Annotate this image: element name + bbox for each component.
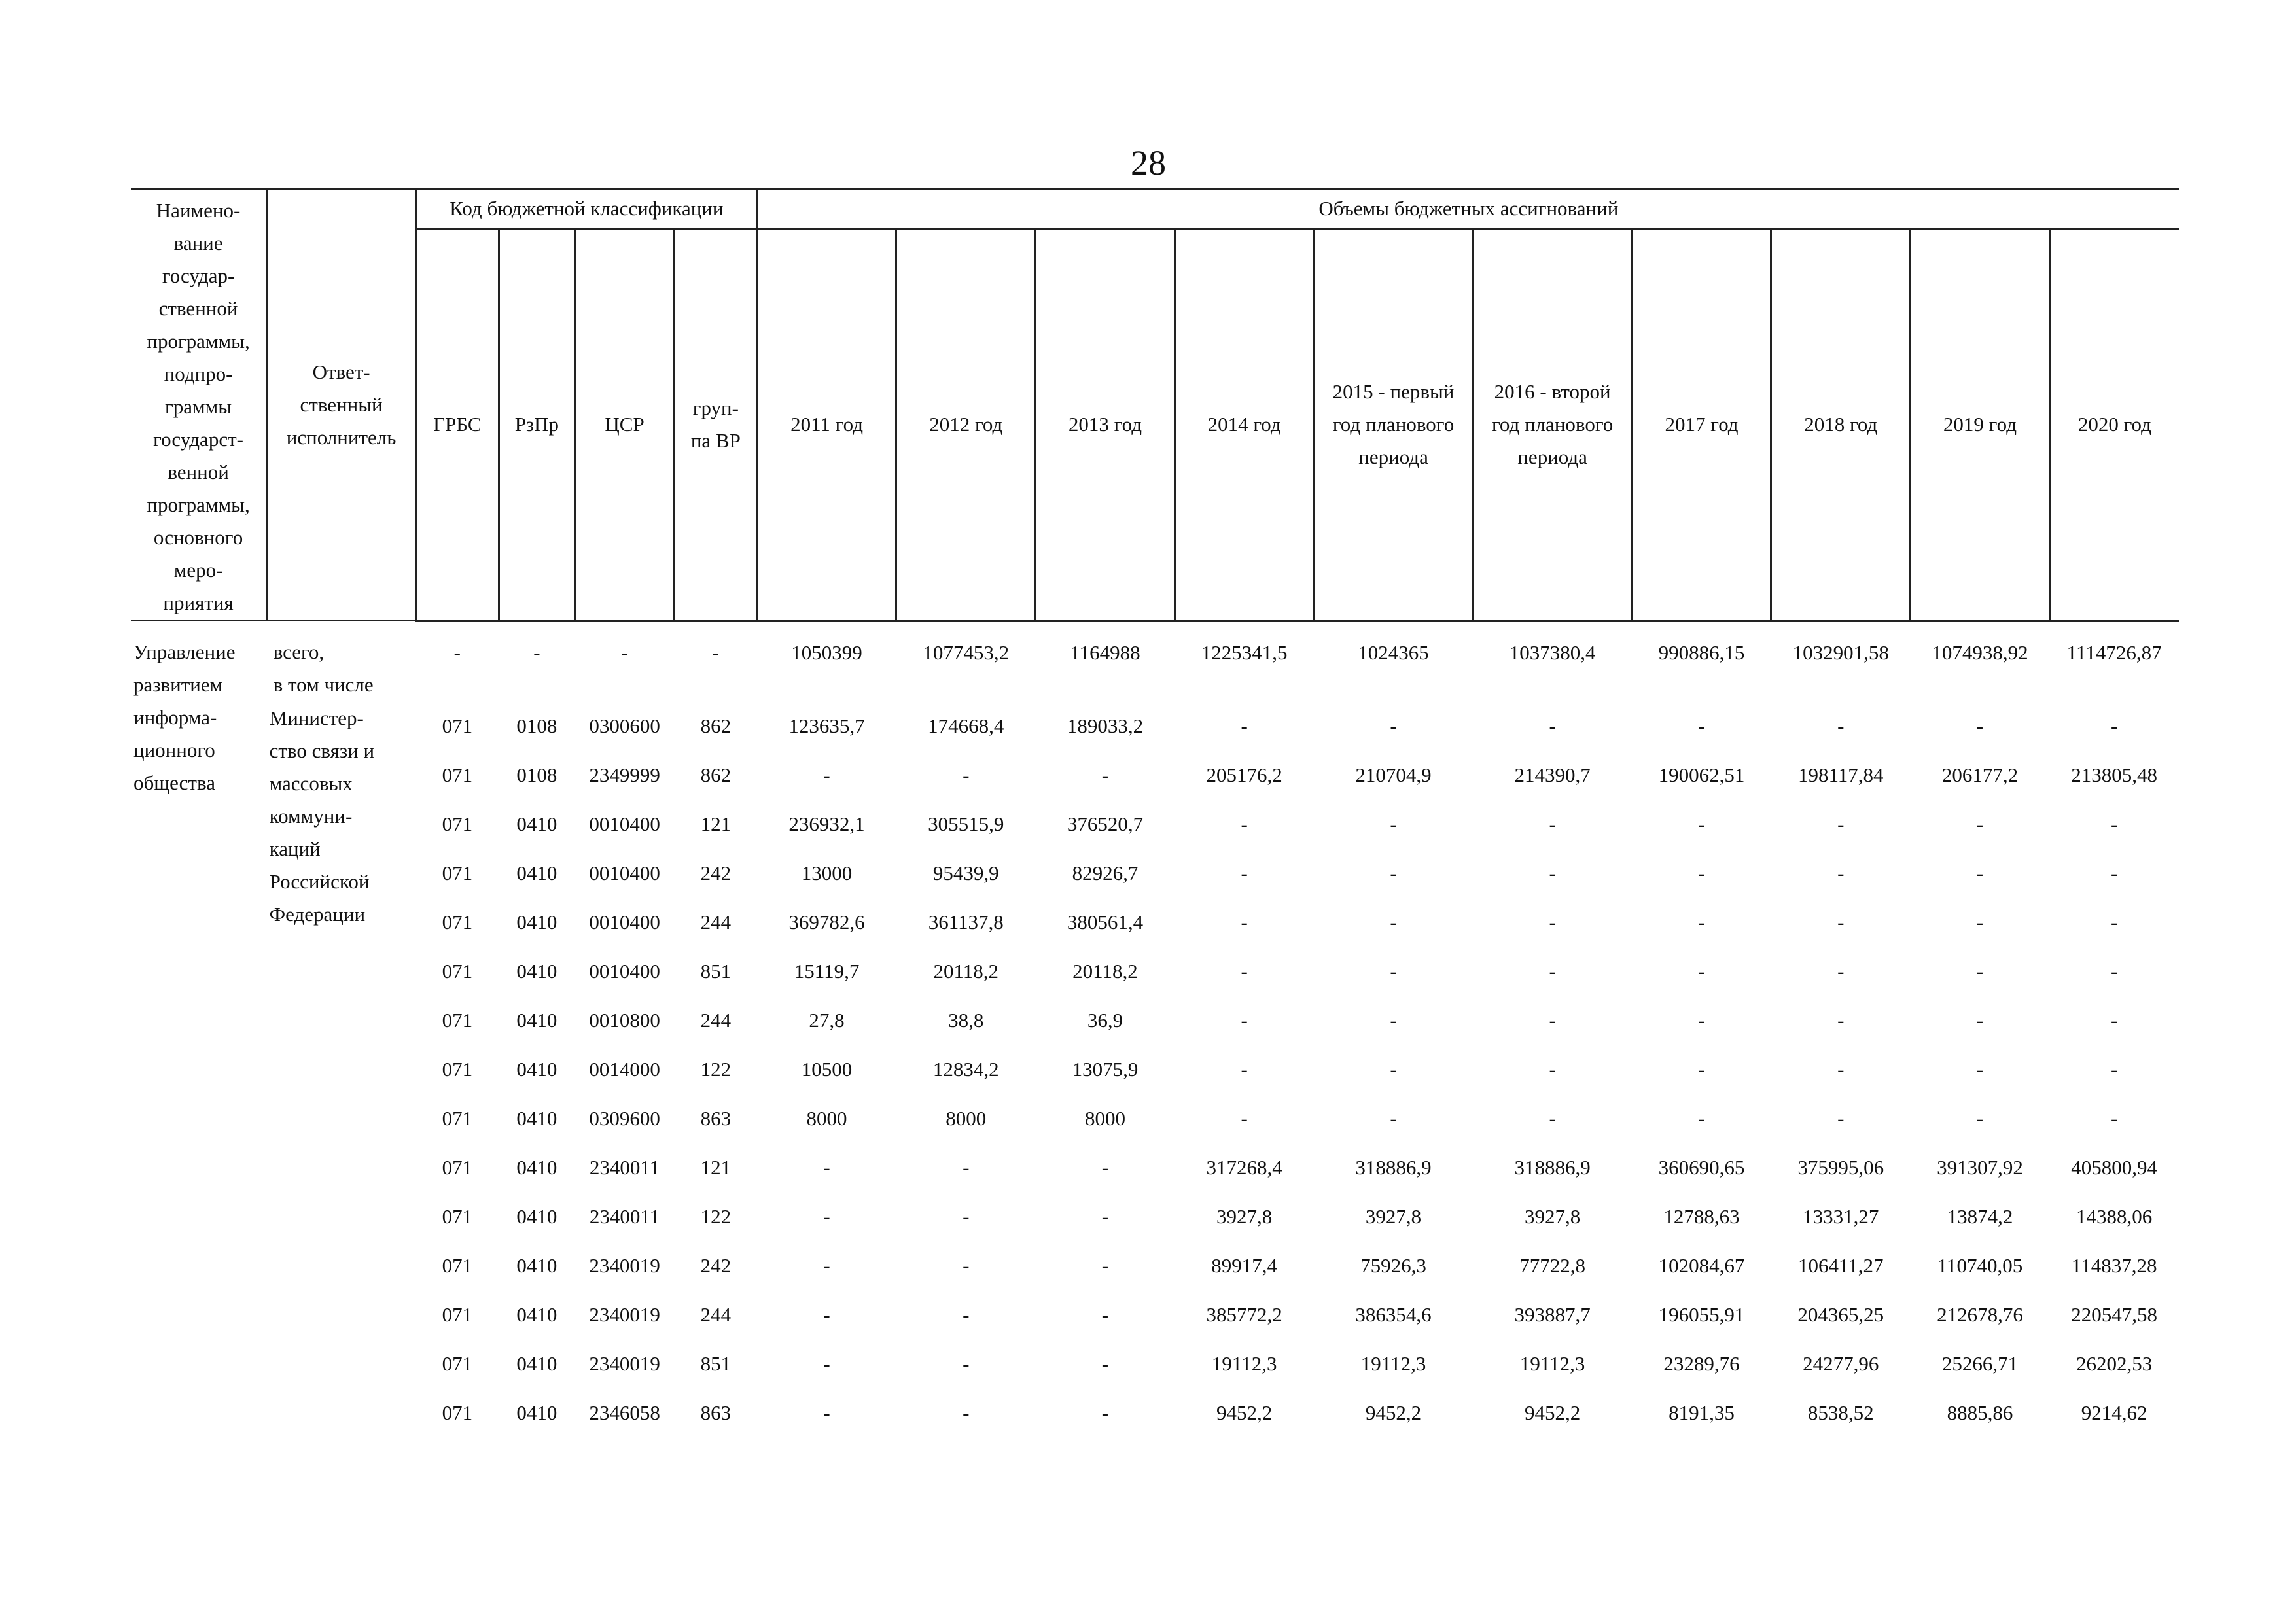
code-cell: 244 xyxy=(700,1303,732,1326)
code-cell: 071 xyxy=(442,862,473,884)
value-cell: - xyxy=(823,1352,830,1375)
value-cell: - xyxy=(1101,763,1109,786)
code-cell: 2340011 xyxy=(589,1156,660,1179)
value-cell: 174668,4 xyxy=(928,714,1004,737)
value-cell: - xyxy=(1837,714,1845,737)
total-value-cell: 1032901,58 xyxy=(1792,640,1889,664)
value-cell: 3927,8 xyxy=(1525,1205,1581,1228)
program-name: Управление развитием информа- ционного общества xyxy=(133,640,236,794)
code-cell: 0410 xyxy=(516,862,557,884)
value-cell: 318886,9 xyxy=(1514,1156,1591,1179)
value-cell: - xyxy=(1390,1058,1397,1081)
value-cell: - xyxy=(1976,862,1984,884)
value-cell: - xyxy=(1698,960,1705,983)
value-cell: 213805,48 xyxy=(2071,763,2158,786)
value-cell: - xyxy=(1241,1009,1248,1032)
total-code-cell: - xyxy=(533,640,540,664)
value-cell: - xyxy=(1698,911,1705,934)
value-cell: - xyxy=(1390,812,1397,835)
table-row xyxy=(131,1143,2179,1193)
code-cell: 122 xyxy=(700,1058,732,1081)
value-cell: - xyxy=(963,1352,970,1375)
value-cell: - xyxy=(1101,1254,1109,1277)
total-value-cell: 1074938,92 xyxy=(1932,640,2028,664)
table-row xyxy=(131,800,2179,849)
code-cell: 851 xyxy=(700,1352,732,1375)
code-cell: 071 xyxy=(442,960,473,983)
value-cell: - xyxy=(1101,1303,1109,1326)
code-cell: 071 xyxy=(442,1058,473,1081)
value-cell: - xyxy=(1101,1156,1109,1179)
value-cell: - xyxy=(1976,714,1984,737)
value-cell: - xyxy=(1549,812,1556,835)
header-year-2018: 2018 год xyxy=(1771,228,1911,620)
value-cell: - xyxy=(1549,911,1556,934)
value-cell: - xyxy=(1549,960,1556,983)
value-cell: - xyxy=(1241,1058,1248,1081)
value-cell: 385772,2 xyxy=(1206,1303,1282,1326)
value-cell: 220547,58 xyxy=(2071,1303,2158,1326)
code-cell: 0108 xyxy=(516,714,557,737)
header-year-2012: 2012 год xyxy=(896,228,1036,620)
code-cell: 071 xyxy=(442,1352,473,1375)
code-cell: 242 xyxy=(700,862,732,884)
total-value-cell: 1225341,5 xyxy=(1201,640,1288,664)
code-cell: 0410 xyxy=(516,1254,557,1277)
code-cell: 0410 xyxy=(516,1156,557,1179)
code-cell: 071 xyxy=(442,812,473,835)
value-cell: - xyxy=(963,1401,970,1424)
code-cell: 863 xyxy=(700,1107,732,1130)
value-cell: 15119,7 xyxy=(794,960,860,983)
value-cell: 75926,3 xyxy=(1360,1254,1426,1277)
value-cell: - xyxy=(1698,812,1705,835)
table-row xyxy=(131,1094,2179,1143)
code-cell: 242 xyxy=(700,1254,732,1277)
value-cell: 3927,8 xyxy=(1216,1205,1273,1228)
total-code-cell: - xyxy=(712,640,720,664)
code-cell: 863 xyxy=(700,1401,732,1424)
table-row xyxy=(131,1340,2179,1389)
value-cell: 10500 xyxy=(801,1058,853,1081)
value-cell: 8000 xyxy=(945,1107,987,1130)
program-name-cell xyxy=(131,621,267,1438)
code-cell: 0410 xyxy=(516,1107,557,1130)
value-cell: - xyxy=(2110,911,2118,934)
value-cell: - xyxy=(2110,1009,2118,1032)
value-cell: - xyxy=(823,1205,830,1228)
value-cell: 19112,3 xyxy=(1519,1352,1585,1375)
value-cell: 110740,05 xyxy=(1937,1254,2023,1277)
code-cell: 2340019 xyxy=(589,1352,660,1375)
code-cell: 862 xyxy=(700,714,732,737)
value-cell: 13331,27 xyxy=(1803,1205,1879,1228)
value-cell: 212678,76 xyxy=(1937,1303,2023,1326)
value-cell: 393887,7 xyxy=(1514,1303,1591,1326)
table-row xyxy=(131,1389,2179,1438)
value-cell: - xyxy=(963,1303,970,1326)
code-cell: 0410 xyxy=(516,1352,557,1375)
value-cell: - xyxy=(823,1156,830,1179)
table-row xyxy=(131,898,2179,947)
value-cell: - xyxy=(1549,1107,1556,1130)
value-cell: 12834,2 xyxy=(932,1058,999,1081)
table-row xyxy=(131,751,2179,800)
value-cell: 236932,1 xyxy=(788,812,865,835)
value-cell: - xyxy=(2110,1058,2118,1081)
value-cell: 391307,92 xyxy=(1937,1156,2023,1179)
code-cell: 2346058 xyxy=(589,1401,660,1424)
value-cell: - xyxy=(1390,960,1397,983)
value-cell: - xyxy=(1549,862,1556,884)
header-year-2020: 2020 год xyxy=(2049,228,2179,620)
value-cell: 360690,65 xyxy=(1658,1156,1745,1179)
executor-cell xyxy=(267,702,416,1438)
code-cell: 0010400 xyxy=(589,812,660,835)
value-cell: 376520,7 xyxy=(1067,812,1144,835)
value-cell: 3927,8 xyxy=(1365,1205,1422,1228)
value-cell: - xyxy=(1390,862,1397,884)
value-cell: - xyxy=(2110,960,2118,983)
value-cell: 8538,52 xyxy=(1807,1401,1874,1424)
code-cell: 2340019 xyxy=(589,1303,660,1326)
table-row xyxy=(131,1193,2179,1242)
value-cell: - xyxy=(1241,911,1248,934)
table-row-total xyxy=(131,621,2179,702)
value-cell: 114837,28 xyxy=(2071,1254,2157,1277)
value-cell: - xyxy=(1549,714,1556,737)
code-cell: 0410 xyxy=(516,812,557,835)
code-cell: 244 xyxy=(700,911,732,934)
code-cell: 0410 xyxy=(516,911,557,934)
value-cell: 25266,71 xyxy=(1941,1352,2019,1375)
total-value-cell: 990886,15 xyxy=(1658,640,1745,664)
total-value-cell: 1077453,2 xyxy=(923,640,1010,664)
value-cell: 9452,2 xyxy=(1216,1401,1273,1424)
value-cell: 14388,06 xyxy=(2076,1205,2153,1228)
code-cell: 0410 xyxy=(516,1303,557,1326)
value-cell: - xyxy=(1837,862,1845,884)
value-cell: - xyxy=(963,763,970,786)
total-label-text: всего, в том числе xyxy=(273,640,374,696)
header-rzpr: РзПр xyxy=(499,228,574,620)
value-cell: - xyxy=(1837,960,1845,983)
value-cell: 198117,84 xyxy=(1797,763,1884,786)
value-cell: 305515,9 xyxy=(928,812,1004,835)
code-cell: 0410 xyxy=(516,1058,557,1081)
header-budget-code-group: Код бюджетной классификации xyxy=(416,190,758,229)
value-cell: 204365,25 xyxy=(1797,1303,1884,1326)
value-cell: 189033,2 xyxy=(1067,714,1144,737)
value-cell: - xyxy=(1698,1058,1705,1081)
value-cell: - xyxy=(823,1254,830,1277)
value-cell: - xyxy=(823,1401,830,1424)
value-cell: - xyxy=(1837,1058,1845,1081)
code-cell: 071 xyxy=(442,763,473,786)
total-value-cell: 1164988 xyxy=(1070,640,1140,664)
value-cell: 123635,7 xyxy=(788,714,865,737)
code-cell: 862 xyxy=(700,763,732,786)
value-cell: 12788,63 xyxy=(1663,1205,1740,1228)
header-csr: ЦСР xyxy=(575,228,675,620)
value-cell: 38,8 xyxy=(948,1009,984,1032)
value-cell: - xyxy=(1241,1107,1248,1130)
header-year-2019: 2019 год xyxy=(1911,228,2050,620)
header-year-2013: 2013 год xyxy=(1036,228,1175,620)
code-cell: 0010400 xyxy=(589,960,660,983)
code-cell: 122 xyxy=(700,1205,732,1228)
value-cell: - xyxy=(1698,714,1705,737)
value-cell: - xyxy=(963,1205,970,1228)
header-executor: Ответ- ственный исполнитель xyxy=(267,190,416,621)
page-number: 28 xyxy=(1131,143,1166,183)
value-cell: - xyxy=(2110,714,2118,737)
value-cell: - xyxy=(1241,714,1248,737)
code-cell: 851 xyxy=(700,960,732,983)
value-cell: - xyxy=(1101,1205,1109,1228)
value-cell: 196055,91 xyxy=(1658,1303,1745,1326)
value-cell: - xyxy=(1390,911,1397,934)
value-cell: 8000 xyxy=(1084,1107,1125,1130)
code-cell: 0010800 xyxy=(589,1009,660,1032)
header-grbs: ГРБС xyxy=(416,228,499,620)
value-cell: - xyxy=(1698,862,1705,884)
value-cell: 82926,7 xyxy=(1072,862,1139,884)
value-cell: 36,9 xyxy=(1087,1009,1123,1032)
value-cell: - xyxy=(1976,1058,1984,1081)
value-cell: 23289,76 xyxy=(1663,1352,1740,1375)
value-cell: 19112,3 xyxy=(1211,1352,1277,1375)
value-cell: - xyxy=(1101,1352,1109,1375)
value-cell: - xyxy=(1390,714,1397,737)
header-program-name: Наимено- вание государ- ственной программы, подпро- граммы государст- венной программы, основного меро- приятия xyxy=(131,190,267,621)
value-cell: - xyxy=(1976,812,1984,835)
value-cell: 9452,2 xyxy=(1525,1401,1581,1424)
value-cell: 8191,35 xyxy=(1669,1401,1735,1424)
value-cell: 8000 xyxy=(806,1107,847,1130)
code-cell: 0410 xyxy=(516,1205,557,1228)
code-cell: 0014000 xyxy=(589,1058,660,1081)
total-value-cell: 1024365 xyxy=(1358,640,1429,664)
value-cell: 375995,06 xyxy=(1797,1156,1884,1179)
value-cell: 318886,9 xyxy=(1355,1156,1432,1179)
value-cell: - xyxy=(1241,812,1248,835)
value-cell: - xyxy=(1241,862,1248,884)
code-cell: 0300600 xyxy=(589,714,660,737)
value-cell: 95439,9 xyxy=(932,862,999,884)
value-cell: 214390,7 xyxy=(1514,763,1591,786)
value-cell: - xyxy=(1549,1009,1556,1032)
value-cell: 77722,8 xyxy=(1519,1254,1586,1277)
total-code-cell: - xyxy=(453,640,461,664)
value-cell: 102084,67 xyxy=(1658,1254,1745,1277)
code-cell: 0410 xyxy=(516,1009,557,1032)
code-cell: 071 xyxy=(442,1009,473,1032)
value-cell: 205176,2 xyxy=(1206,763,1282,786)
header-year-2016: 2016 - второй год планового периода xyxy=(1473,228,1632,620)
code-cell: 071 xyxy=(442,714,473,737)
value-cell: - xyxy=(823,763,830,786)
table-row xyxy=(131,702,2179,751)
header-year-2014: 2014 год xyxy=(1174,228,1314,620)
value-cell: 405800,94 xyxy=(2071,1156,2158,1179)
code-cell: 0010400 xyxy=(589,862,660,884)
code-cell: 0410 xyxy=(516,960,557,983)
value-cell: 20118,2 xyxy=(933,960,999,983)
value-cell: - xyxy=(1976,960,1984,983)
total-value-cell: 1050399 xyxy=(791,640,862,664)
code-cell: 0108 xyxy=(516,763,557,786)
code-cell: 071 xyxy=(442,1254,473,1277)
value-cell: 20118,2 xyxy=(1072,960,1138,983)
value-cell: 369782,6 xyxy=(788,911,865,934)
value-cell: 206177,2 xyxy=(1941,763,2019,786)
table-row xyxy=(131,1045,2179,1094)
code-cell: 2340019 xyxy=(589,1254,660,1277)
value-cell: - xyxy=(1837,911,1845,934)
code-cell: 071 xyxy=(442,1205,473,1228)
value-cell: 361137,8 xyxy=(928,911,1004,934)
budget-allocation-table xyxy=(131,188,2179,1438)
value-cell: 9452,2 xyxy=(1365,1401,1422,1424)
value-cell: 317268,4 xyxy=(1206,1156,1282,1179)
header-vr-group: груп- па ВР xyxy=(675,228,758,620)
code-cell: 2340011 xyxy=(589,1205,660,1228)
code-cell: 071 xyxy=(442,1156,473,1179)
value-cell: 24277,96 xyxy=(1803,1352,1879,1375)
value-cell: - xyxy=(1837,812,1845,835)
value-cell: 190062,51 xyxy=(1658,763,1745,786)
total-code-cell: - xyxy=(621,640,628,664)
value-cell: - xyxy=(1698,1107,1705,1130)
table-body xyxy=(131,621,2179,1438)
code-cell: 121 xyxy=(700,812,732,835)
code-cell: 071 xyxy=(442,1303,473,1326)
total-label xyxy=(267,621,416,702)
total-value-cell: 1114726,87 xyxy=(2066,640,2162,664)
code-cell: 0410 xyxy=(516,1401,557,1424)
table-row xyxy=(131,996,2179,1045)
value-cell: 8885,86 xyxy=(1947,1401,2013,1424)
value-cell: 19112,3 xyxy=(1360,1352,1426,1375)
total-value-cell: 1037380,4 xyxy=(1509,640,1596,664)
header-allocations-group: Объемы бюджетных ассигнований xyxy=(757,190,2179,229)
code-cell: 071 xyxy=(442,1401,473,1424)
code-cell: 244 xyxy=(700,1009,732,1032)
value-cell: - xyxy=(1698,1009,1705,1032)
code-cell: 0309600 xyxy=(589,1107,660,1130)
table-row xyxy=(131,1242,2179,1291)
header-year-2011: 2011 год xyxy=(757,228,896,620)
value-cell: - xyxy=(1390,1107,1397,1130)
value-cell: 13075,9 xyxy=(1072,1058,1139,1081)
code-cell: 0010400 xyxy=(589,911,660,934)
code-cell: 071 xyxy=(442,1107,473,1130)
value-cell: - xyxy=(1976,911,1984,934)
code-cell: 121 xyxy=(700,1156,732,1179)
executor-name: Министер- ство связи и массовых коммуни- каций Российской Федерации xyxy=(269,706,375,926)
value-cell: 26202,53 xyxy=(2076,1352,2153,1375)
value-cell: 380561,4 xyxy=(1067,911,1144,934)
value-cell: - xyxy=(2110,862,2118,884)
value-cell: - xyxy=(1390,1009,1397,1032)
value-cell: 9214,62 xyxy=(2081,1401,2147,1424)
value-cell: - xyxy=(1549,1058,1556,1081)
table-row xyxy=(131,947,2179,996)
value-cell: - xyxy=(1241,960,1248,983)
value-cell: 106411,27 xyxy=(1797,1254,1884,1277)
value-cell: 13000 xyxy=(801,862,853,884)
value-cell: - xyxy=(2110,1107,2118,1130)
value-cell: - xyxy=(963,1254,970,1277)
value-cell: 89917,4 xyxy=(1211,1254,1278,1277)
value-cell: - xyxy=(1837,1009,1845,1032)
value-cell: - xyxy=(1101,1401,1109,1424)
code-cell: 071 xyxy=(442,911,473,934)
code-cell: 2349999 xyxy=(589,763,660,786)
value-cell: - xyxy=(1976,1107,1984,1130)
value-cell: - xyxy=(2110,812,2118,835)
value-cell: 386354,6 xyxy=(1355,1303,1432,1326)
value-cell: 27,8 xyxy=(809,1009,845,1032)
value-cell: - xyxy=(1976,1009,1984,1032)
value-cell: - xyxy=(1837,1107,1845,1130)
value-cell: - xyxy=(963,1156,970,1179)
table-row xyxy=(131,849,2179,898)
header-year-2015: 2015 - первый год планового периода xyxy=(1314,228,1473,620)
table-row xyxy=(131,1291,2179,1340)
value-cell: 13874,2 xyxy=(1947,1205,2013,1228)
value-cell: 210704,9 xyxy=(1355,763,1432,786)
header-year-2017: 2017 год xyxy=(1632,228,1771,620)
value-cell: - xyxy=(823,1303,830,1326)
